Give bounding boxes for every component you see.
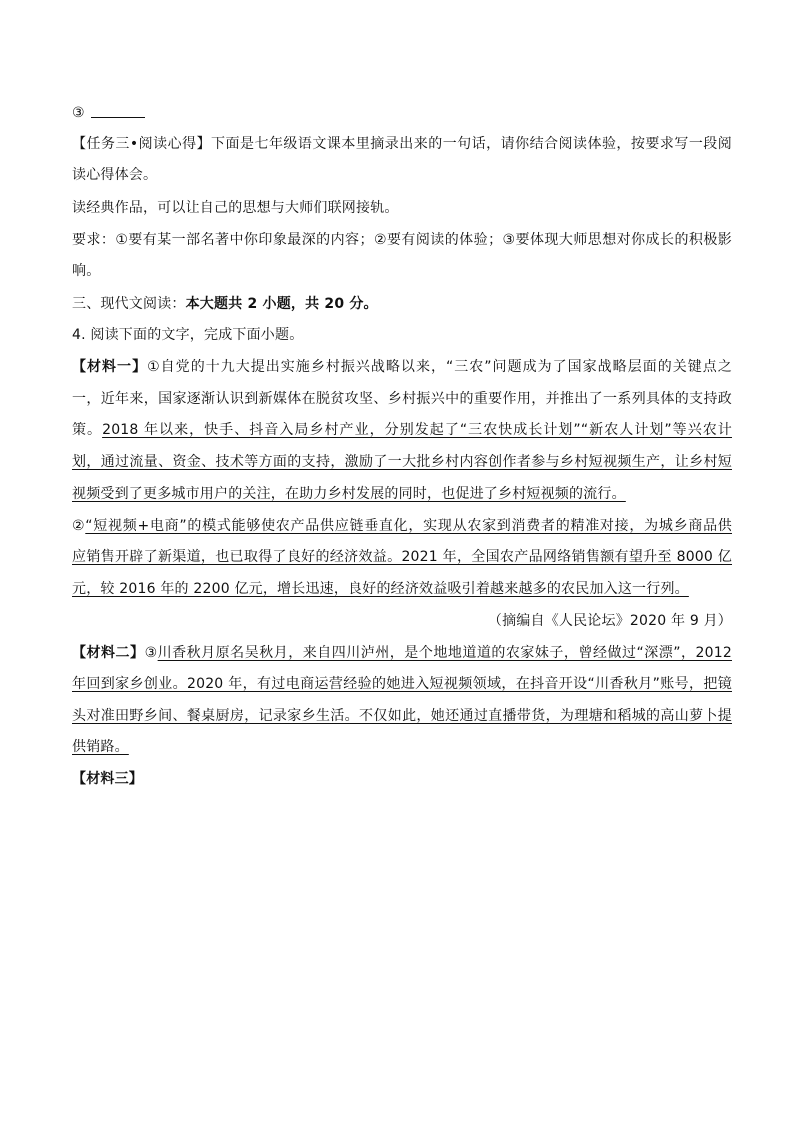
task3-line-1: 【任务三•阅读心得】下面是七年级语文课本里摘录出来的一句话，请你结合阅读体验，按要求写一段阅	[72, 136, 732, 152]
material2-number: ③	[144, 645, 158, 661]
material3-label: 【材料三】	[72, 771, 143, 787]
material1-line-6	[72, 516, 732, 536]
requirement-line-2: 响。	[72, 263, 101, 279]
section3-text: 本大题共 2 小题，共 20 分。	[185, 296, 378, 312]
material1-line-5: 视频受到了更多城市用户的关注，在助力乡村发展的同时，也促进了乡村短视频的流行。	[72, 486, 626, 502]
requirement-line-1: 要求：①要有某一部名著中你印象最深的内容；②要有阅读的体验；③要体现大师思想对你成长的积极影	[72, 232, 732, 248]
material1-line-1	[72, 357, 732, 377]
material2-text-1: 川香秋月原名吴秋月，来自四川泸州，是个地地道道的农家妹子，曾经做过“深漂”，2012	[157, 645, 732, 661]
material2-line-4: 供销路。	[72, 739, 129, 755]
material1-source: （摘编自《人民论坛》2020 年 9 月）	[487, 613, 732, 629]
material2-label: 【材料二】	[72, 645, 145, 661]
material2-line-1	[72, 643, 732, 663]
section3-heading	[72, 294, 732, 314]
item-number: ③	[72, 105, 85, 121]
material1-label: 【材料一】	[72, 359, 148, 375]
section3-prefix: 三、现代文阅读：	[72, 296, 186, 312]
material1-line-7: 应销售开辟了新渠道，也已取得了良好的经济效益。2021 年，全国农产品网络销售额有望升至 8000 亿	[72, 549, 732, 565]
material1-line-2: 一，近年来，国家逐渐认识到新媒体在脱贫攻坚、乡村振兴中的重要作用，并推出了一系列具体的支持政	[72, 391, 732, 407]
quote-line: 读经典作品，可以让自己的思想与大师们联网接轨。	[72, 200, 399, 216]
question-4-prompt: 4. 阅读下面的文字，完成下面小题。	[72, 327, 304, 343]
material2-line-3: 头对准田野乡间、餐桌厨房，记录家乡生活。不仅如此，她还通过直播带货，为理塘和稻城的高山萝卜提	[72, 708, 732, 724]
material1-paragraph-2-number: ②	[72, 518, 86, 534]
material1-text-3a: 策。	[72, 422, 103, 438]
blank-answer-line-3	[72, 103, 732, 123]
material1-text-3b: 2018 年以来，快手、抖音入局乡村产业，分别发起了“三农快成长计划”“新农人计划”等兴农计	[102, 422, 732, 438]
material1-line-4: 划，通过流量、资金、技术等方面的支持，激励了一大批乡村内容创作者参与乡村短视频生产，让乡村短	[72, 454, 732, 470]
material1-text-1: ①自党的十九大提出实施乡村振兴战略以来，“三农”问题成为了国家战略层面的关键点之	[147, 359, 732, 375]
material2-line-2: 年回到家乡创业。2020 年，有过电商运营经验的她进入短视频领域，在抖音开设“川香秋月”账号，把镜	[72, 676, 732, 692]
material1-line-3	[72, 420, 732, 440]
answer-blank[interactable]	[91, 105, 145, 118]
material1-text-6: “短视频+电商”的模式能够使农产品供应链垂直化，实现从农家到消费者的精准对接，为城乡商品供	[85, 518, 732, 534]
task3-line-2: 读心得体会。	[72, 167, 158, 183]
material1-line-8: 元，较 2016 年的 2200 亿元，增长迅速，良好的经济效益吸引着越来越多的农民加入这一行列。	[72, 581, 689, 597]
